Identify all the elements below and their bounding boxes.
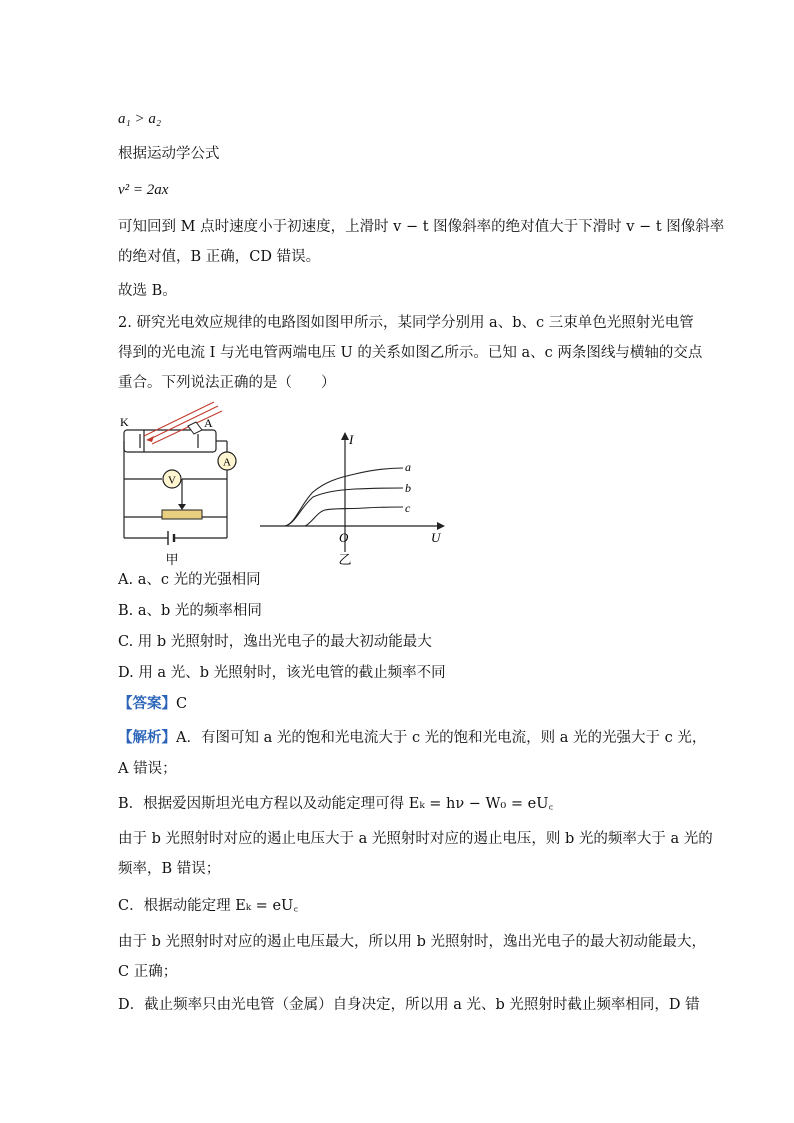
option-d: D. 用 a 光、b 光照射时，该光电管的截止频率不同 [118, 665, 446, 681]
analysis-d-line-1: D．截止频率只由光电管（金属）自身决定，所以用 a 光、b 光照射时截止频率相同，D 错 [118, 997, 700, 1013]
u-axis-arrow-icon [437, 522, 445, 530]
analysis-tag: 【解析】 [118, 729, 176, 746]
analysis-a-text: A．有图可知 a 光的饱和光电流大于 c 光的饱和光电流，则 a 光的光强大于 c 光， [176, 730, 707, 746]
option-a: A. a、c 光的光强相同 [118, 572, 261, 588]
label-curve-a: a [405, 460, 411, 474]
curve-c [305, 507, 403, 526]
text-conclusion-1: 可知回到 M 点时速度小于初速度，上滑时 v − t 图像斜率的绝对值大于下滑时 v − t 图像斜率 [118, 219, 725, 235]
text-choose-b: 故选 B。 [118, 283, 177, 299]
analysis-a-line-2: A 错误； [118, 761, 177, 777]
ammeter-label: A [223, 456, 231, 469]
phototube [124, 430, 216, 452]
rheostat [162, 510, 202, 519]
question-2-line-2: 得到的光电流 I 与光电管两端电压 U 的关系如图乙所示。已知 a、c 两条图线与横轴的交点 [118, 345, 703, 361]
analysis-b-line-2: 由于 b 光照射时对应的遏止电压大于 a 光照射时对应的遏止电压，则 b 光的频率大于 a 光的 [118, 831, 713, 847]
i-axis-arrow-icon [341, 432, 349, 440]
label-i: I [349, 432, 354, 447]
equation-a1-gt-a2: a₁ > a₂ [118, 111, 162, 127]
caption-jia: 甲 [165, 553, 179, 568]
analysis-c-line-1: C．根据动能定理 Eₖ = eU꜀ [118, 898, 299, 914]
option-c: C. 用 b 光照射时，逸出光电子的最大初动能最大 [118, 634, 432, 650]
analysis-c-line-2: 由于 b 光照射时对应的遏止电压最大，所以用 b 光照射时，逸出光电子的最大初动能最大， [118, 934, 706, 950]
circuit-diagram [110, 400, 250, 570]
answer-tag: 【答案】 [118, 695, 176, 712]
analysis-a-line-1 [118, 728, 706, 748]
analysis-b-line-1: B．根据爱因斯坦光电方程以及动能定理可得 Eₖ = hν − W₀ = eU꜀ [118, 796, 554, 812]
text-kinematics-formula: 根据运动学公式 [118, 146, 220, 162]
caption-yi: 乙 [338, 553, 352, 568]
label-curve-c: c [405, 501, 411, 515]
answer-value: C [176, 696, 188, 712]
question-2-line-3: 重合。下列说法正确的是（ ） [118, 375, 336, 391]
slider-arrow-icon [178, 504, 186, 510]
label-u: U [431, 530, 441, 545]
label-a: A [204, 416, 213, 430]
question-2-line-1: 2. 研究光电效应规律的电路图如图甲所示，某同学分别用 a、b、c 三束单色光照射光电管 [118, 315, 694, 331]
analysis-b-line-3: 频率，B 错误； [118, 861, 221, 877]
equation-v-squared: v² = 2ax [118, 182, 169, 198]
text-conclusion-2: 的绝对值，B 正确，CD 错误。 [118, 249, 321, 265]
answer-row [118, 694, 187, 714]
curve-a [285, 468, 403, 526]
analysis-c-line-3: C 正确； [118, 964, 178, 980]
label-origin: O [339, 530, 349, 545]
label-k: K [120, 415, 129, 429]
iu-graph [255, 432, 455, 572]
label-curve-b: b [405, 481, 411, 495]
option-b: B. a、b 光的频率相同 [118, 603, 262, 619]
voltmeter-label: V [168, 474, 176, 487]
